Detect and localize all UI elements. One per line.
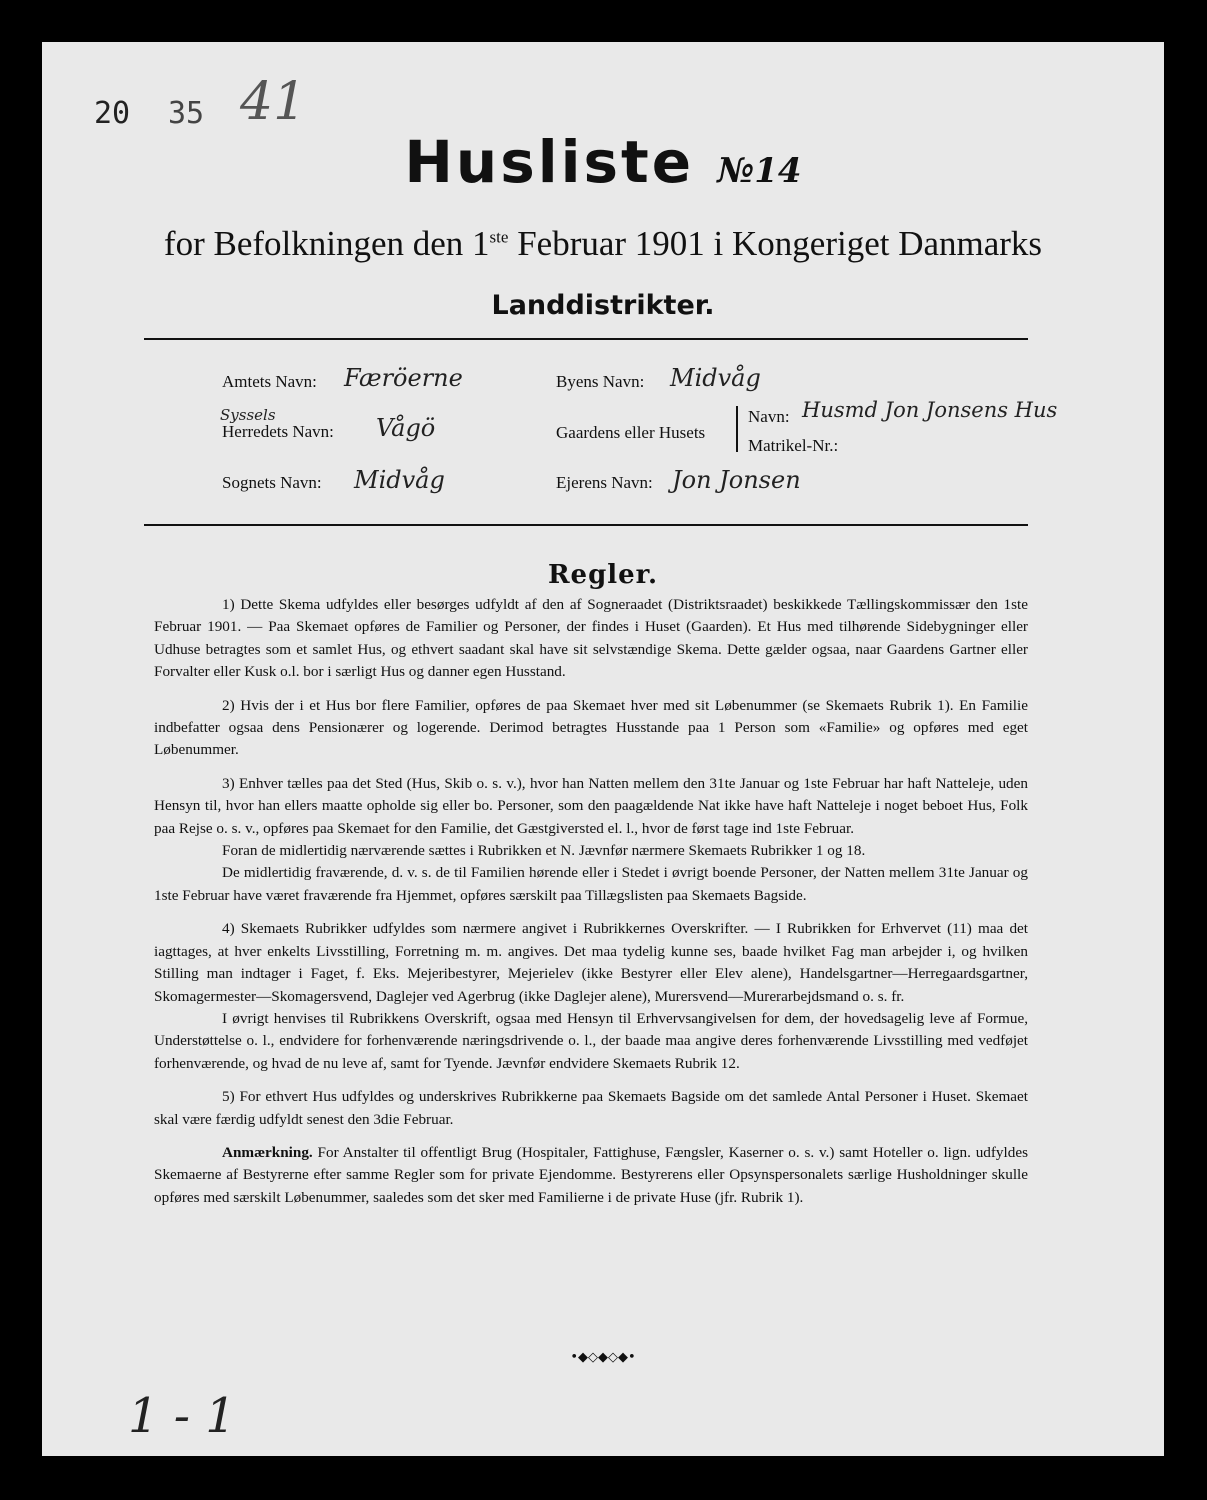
census-form-page [42, 42, 1164, 1456]
amt-value: Færöerne [344, 364, 463, 392]
rule-1: 1) Dette Skema udfyldes eller besørges udfyldt af den af Sogneraadet (Distriktsraadet) beskikkede Tællingskommissær den 1ste Februar 1901. — Paa Skemaet opføres de Familier og Personer, der findes i Huset (Gaarden). Et Hus med tilhørende Sidebygninger eller Udhuse betragtes som et samlet Hus, og ethvert saadant skal have sit selvstændige Skema. Dette gælder ogsaa, naar Gaardens Gartner eller Forvalter eller Kusk o.l. bor i særligt Hus og danner egen Husstand. [154, 596, 1028, 681]
bracket-icon [736, 406, 744, 452]
title-text: Husliste [404, 128, 695, 196]
navn-label: Navn: [748, 407, 790, 426]
ornament-divider: •◆◇◆◇◆• [570, 1350, 636, 1365]
rules-body [154, 594, 1028, 1220]
divider-top [144, 338, 1028, 340]
stamp-number-left: 20 [94, 96, 131, 131]
subtitle-part-2: Februar 1901 i Kongeriget Danmarks [508, 224, 1043, 263]
note-text: For Anstalter til offentligt Brug (Hospitaler, Fattighuse, Fængsler, Kaserner o. s. v.) samt Hoteller o. lign. udfyldes Skemaerne af Bestyrerne efter samme Regler som for private Ejendomme. Bestyrerens eller Opsynspersonalets særlige Husholdninger skulle opføres med særskilt Løbenummer, saaledes som det sker med Familierne i de private Huse (jfr. Rubrik 1). [154, 1143, 1028, 1206]
subtitle [42, 224, 1164, 264]
subtitle-part-1: for Befolkningen den 1 [163, 224, 490, 263]
subtitle-superscript: ste [489, 227, 509, 247]
list-number: 14 [754, 151, 802, 191]
gaard-label: Gaardens eller Husets [556, 423, 706, 442]
divider-bottom [144, 524, 1028, 526]
herred-label: Herredets Navn: [222, 422, 334, 441]
rules-heading: Regler. [547, 560, 659, 590]
sogn-value: Midvåg [354, 466, 445, 494]
page-title [42, 128, 1164, 196]
matrikel-label: Matrikel-Nr.: [748, 436, 839, 455]
amt-label: Amtets Navn: [222, 372, 317, 391]
by-value: Midvåg [670, 364, 761, 392]
note-label: Anmærkning. [222, 1143, 313, 1161]
rule-4b: I øvrigt henvises til Rubrikkens Overskrift, ogsaa med Hensyn til Erhvervsangivelsen for dem, der hovedsagelig leve af Formue, Understøttelse o. l., endvidere for forhenværende næringsdrivende o. l., der baade maa angive deres forhenværende Livsstilling med vedføjet forhenværende, og hvad de nu leve af, samt for Tyende. Jævnfør endvidere Skemaets Rubrik 12. [154, 1009, 1028, 1072]
rule-5: 5) For ethvert Hus udfyldes og underskrives Rubrikkerne paa Skemaets Bagside om det samlede Antal Personer i Huset. Skemaet skal være færdig udfyldt senest den 3die Februar. [154, 1088, 1028, 1128]
ejer-label: Ejerens Navn: [556, 473, 653, 492]
number-prefix: № [717, 151, 755, 191]
rule-3a: 3) Enhver tælles paa det Sted (Hus, Skib o. s. v.), hvor han Natten mellem den 31te Januar og 1ste Februar har haft Natteleje, uden Hensyn til, hvor han ellers maatte opholde sig eller bo. Personer, som den paagældende Nat ikke have haft Natteleje i noget beboet Hus, Folk paa Rejse o. s. v., opføres paa Skemaet for den Familie, det Gæstgiversted el. l., hvor de først tage ind 1ste Februar. [154, 774, 1028, 837]
by-label: Byens Navn: [556, 372, 645, 391]
ejer-value: Jon Jonsen [672, 466, 801, 494]
rule-4a: 4) Skemaets Rubrikker udfyldes som nærmere angivet i Rubrikkernes Overskrifter. — I Rubrikken for Erhvervet (11) maa det iagttages, at hver enkelts Livsstilling, Forretning m. m. angives. Det maa tydelig kunne ses, baade hvilket Fag man arbejder i, og hvilken Stilling man indtager i Faget, f. Eks. Mejeribestyrer, Mejerielev (ikke Bestyrer eller Elev alene), Handelsgartner—Herregaardsgartner, Skomagermester—Skomagersvend, Daglejer ved Agerbrug (ikke Daglejer alene), Murersvend—Murerarbejdsmand o. s. fr. [154, 920, 1028, 1005]
footer-handwritten-mark: 1 - 1 [128, 1388, 236, 1444]
sogn-label: Sognets Navn: [222, 473, 322, 492]
herred-annotation: Syssels [220, 406, 276, 424]
rule-note [154, 1142, 1028, 1209]
navn-value: Husmd Jon Jonsens Hus [802, 398, 1058, 422]
rule-2: 2) Hvis der i et Hus bor flere Familier, opføres de paa Skemaet hver med sit Løbenummer (se Skemaets Rubrik 1). En Familie indbefatter ogsaa dens Pensionærer og logerende. Derimod betragtes Husstande paa 1 Person som «Familie» og opføres med eget Løbenummer. [154, 696, 1028, 759]
subsubtitle: Landdistrikter. [491, 290, 715, 321]
stamp-number-right: 35 [168, 96, 205, 131]
rule-3c: De midlertidig fraværende, d. v. s. de til Familien hørende eller i Stedet i øvrigt boende Personer, der Natten mellem 31te Januar og 1ste Februar have været fraværende fra Hjemmet, opføres særskilt paa Tillægslisten paa Skemaets Bagside. [154, 864, 1028, 904]
herred-value: Vågö [376, 414, 436, 442]
handwritten-number: 41 [240, 72, 307, 132]
rule-3b: Foran de midlertidig nærværende sættes i Rubrikken et N. Jævnfør nærmere Skemaets Rubrikker 1 og 18. [222, 842, 866, 860]
